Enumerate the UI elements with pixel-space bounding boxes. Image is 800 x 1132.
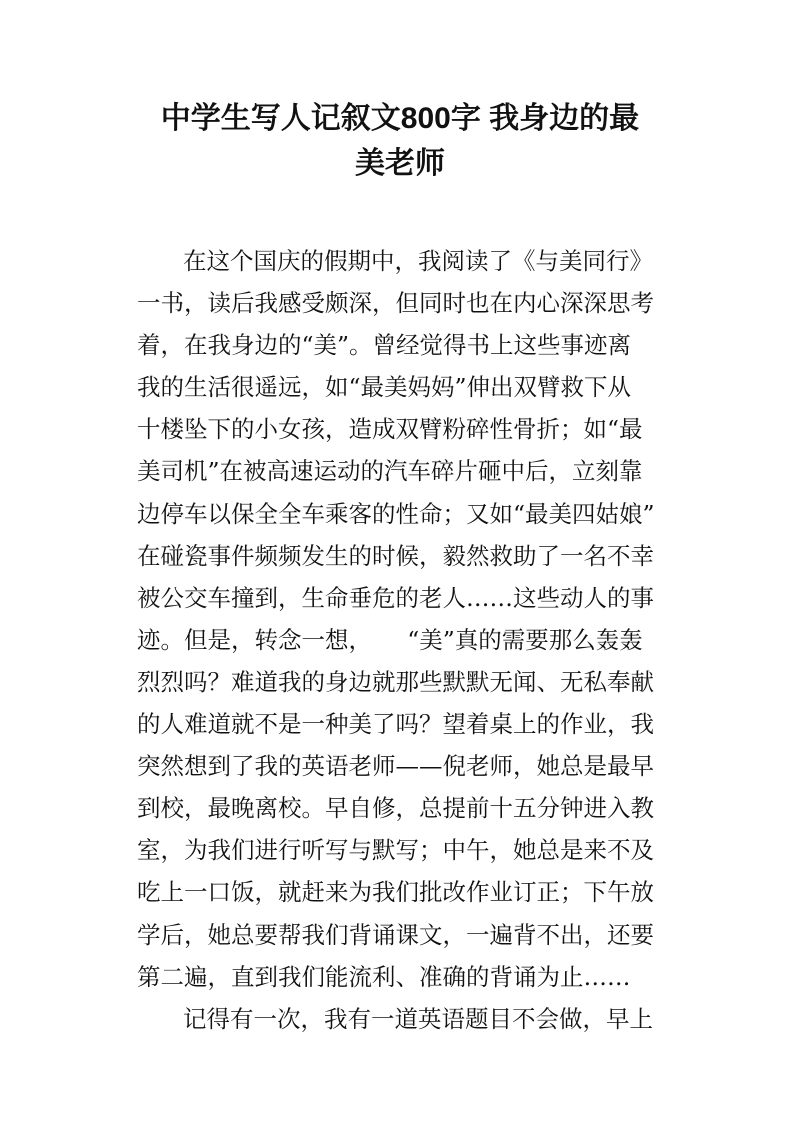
paragraph-line: 室，为我们进行听写与默写；中午，她总是来不及 [137,836,654,865]
paragraph-line: 突然想到了我的英语老师——倪老师，她总是最早 [137,752,654,781]
title-line-1: 中学生写人记叙文800字 我身边的最 [160,102,640,135]
paragraph-line: 迹。但是，转念一想， “美”真的需要那么轰轰 [137,625,643,654]
paragraph-line: 第二遍，直到我们能流利、准确的背诵为止…… [137,962,631,991]
paragraph-line: 边停车以保全全车乘客的性命；又如“最美四姑娘” [137,499,655,528]
document-title [120,96,680,186]
paragraph-line: 一书，读后我感受颇深，但同时也在内心深深思考 [137,289,654,318]
paragraph-line: 学后，她总要帮我们背诵课文，一遍背不出，还要 [137,920,654,949]
title-line-2: 美老师 [355,147,445,180]
paragraph-2 [137,998,677,1040]
paragraph-line: 我的生活很遥远，如“最美妈妈”伸出双臂救下从 [137,373,632,402]
paragraph-line: 记得有一次，我有一道英语题目不会做，早上 [183,1004,653,1033]
document-body [137,240,677,1040]
paragraph-line: 烈烈吗？难道我的身边就那些默默无闻、无私奉献 [137,667,654,696]
paragraph-line: 十楼坠下的小女孩，造成双臂粉碎性骨折；如“最 [137,415,643,444]
paragraph-line: 被公交车撞到，生命垂危的老人……这些动人的事 [137,583,654,612]
paragraph-1 [137,240,677,998]
paragraph-line: 吃上一口饭，就赶来为我们批改作业订正；下午放 [137,878,654,907]
paragraph-line: 在碰瓷事件频频发生的时候，毅然救助了一名不幸 [137,541,654,570]
paragraph-line: 在这个国庆的假期中，我阅读了《与美同行》 [183,247,653,275]
paragraph-line: 到校，最晚离校。早自修，总提前十五分钟进入教 [137,794,654,823]
paragraph-line: 美司机”在被高速运动的汽车碎片砸中后，立刻靠 [137,457,643,486]
paragraph-line: 的人难道就不是一种美了吗？望着桌上的作业，我 [137,710,654,739]
paragraph-line: 着，在我身边的“美”。曾经觉得书上这些事迹离 [137,331,632,360]
